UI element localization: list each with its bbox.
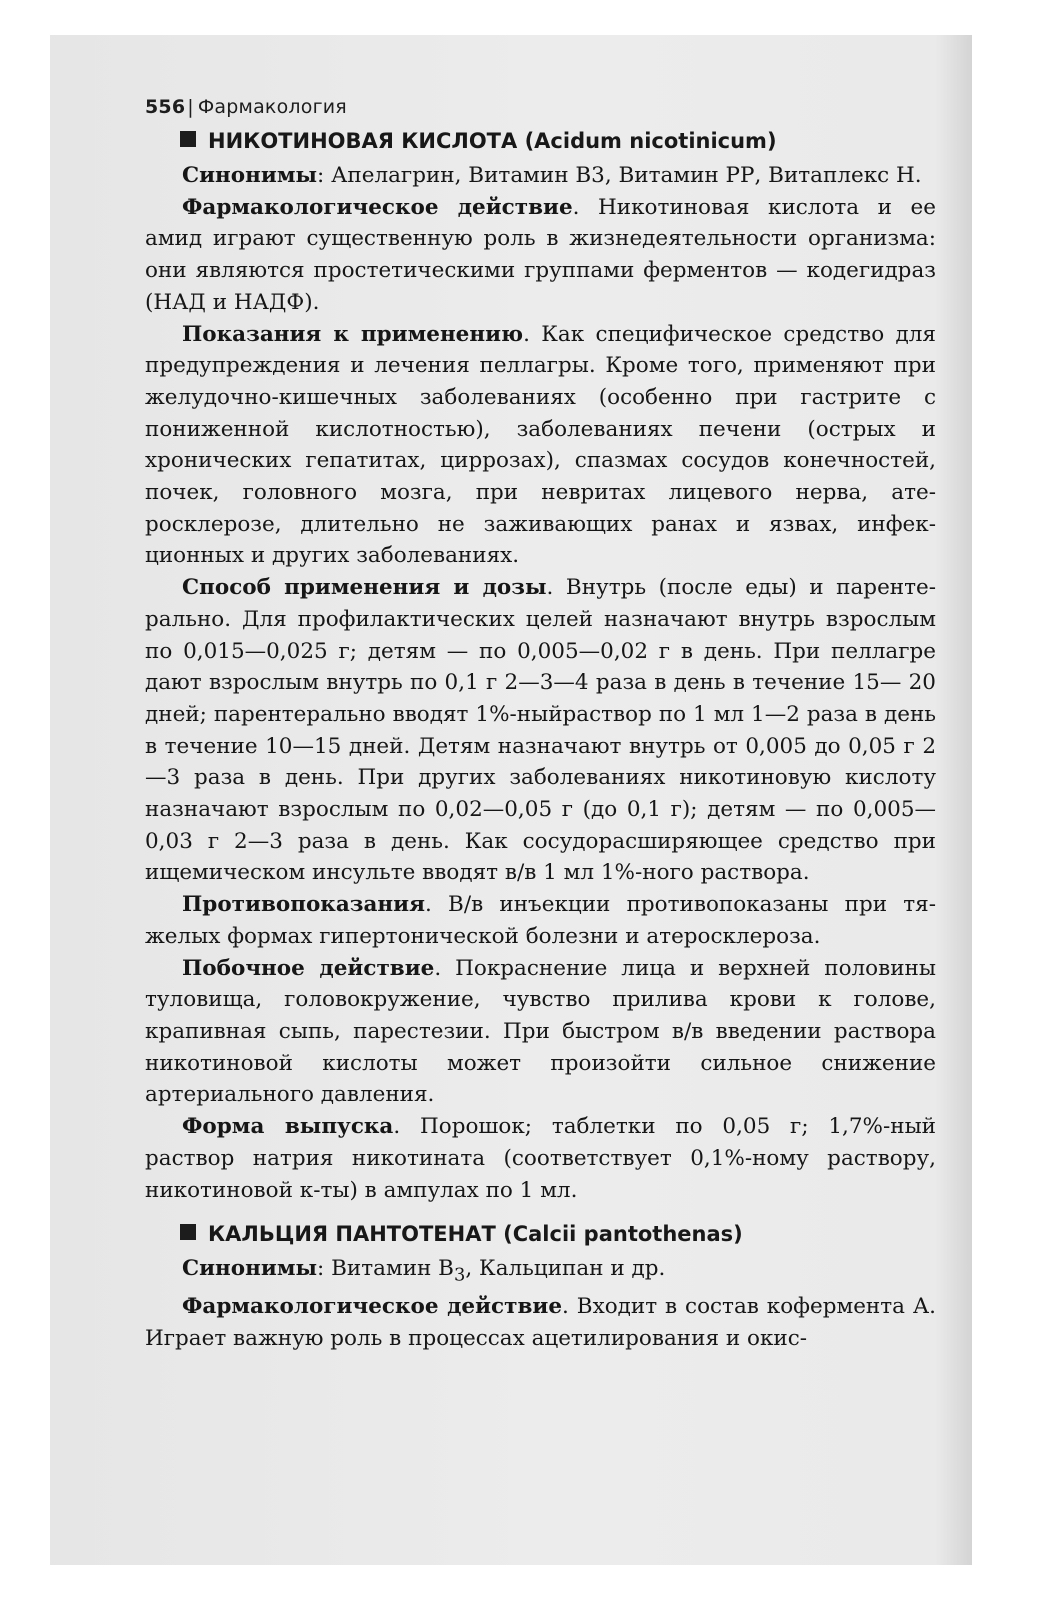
square-bullet-icon	[180, 131, 196, 147]
entry-heading-calcium-pantothenate	[145, 1215, 936, 1253]
paragraph-pharmacological-action: Фармакологическое действие. Никотиновая кислота и ее амид играют существенную роль в жизнедеятельности организма: они являются простетическими группами ферментов — кодегидраз (НАД и НАДФ).	[145, 194, 936, 315]
paragraph-text: В/в инъекции противопоказаны при тяжелых формах гипертонической болезни и атеросклероза.	[145, 892, 936, 949]
vitamin-subscript: 3	[453, 1264, 466, 1286]
paragraph-label: Форма выпуска	[182, 1114, 394, 1140]
paragraph-text: Никотиновая кислота и ее амид играют существенную роль в жизнедеятельности организма: они являются простетическими группами ферментов — кодегидраз (НАД и НАДФ).	[145, 194, 936, 315]
paragraph-label: Фармакологическое действие	[182, 194, 573, 220]
paragraph-synonyms: Синонимы: Витамин $В_3$, Кальципан и др.	[182, 1256, 666, 1286]
paragraph-label: Синонимы	[182, 1256, 318, 1282]
paragraph-label: Способ применения и дозы	[182, 575, 547, 601]
paragraph-side-effects: Побочное действие. Покраснение лица и верхней половины туловища, головокружение, чувство прилива крови к голове, крапивная сыпь, парестезии. При быстром в/в введении раствора никотиновой кислоты может произойти сильное снижение артериального давления.	[145, 955, 936, 1108]
paragraph-label: Побочное действие	[182, 955, 435, 981]
entry-heading-nicotinic-acid	[145, 122, 936, 160]
scanned-page-background	[50, 35, 972, 1565]
paragraph-text: Покраснение лица и верхней половины туловища, головокружение, чувство прилива крови к голове, крапивная сыпь, парестезии. При быстром в/в введении раствора никотиновой кислоты может произойти сильное снижение артериального давления.	[145, 955, 936, 1108]
paragraph-text-before-subscript: Витамин В	[331, 1256, 454, 1282]
paragraph-text: Апелагрин, Витамин В3, Витамин РР, Витаплекс Н.	[331, 163, 922, 188]
book-page	[145, 93, 936, 1355]
entry-title: НИКОТИНОВАЯ КИСЛОТА	[208, 129, 518, 153]
entry-title: КАЛЬЦИЯ ПАНТОТЕНАТ	[208, 1222, 496, 1247]
paragraph-text-after-subscript: , Кальципан и др.	[465, 1256, 666, 1282]
entry-spacer	[145, 1206, 936, 1214]
running-head	[145, 93, 936, 121]
paragraph-label: Фармакологическое действие	[182, 1294, 563, 1320]
paragraph-contraindications: Противопоказания. В/в инъекции противопоказаны при тяжелых формах гипертонической болезни и атеросклероза.	[145, 892, 936, 949]
paragraph-pharmacological-action: Фармакологическое действие. Входит в состав кофермента А. Играет важную роль в процессах ацетилирования и окис-	[145, 1294, 936, 1351]
paragraph-label: Противопоказания	[182, 892, 425, 918]
page-number: 556	[145, 96, 186, 118]
paragraph-dosage: Способ применения и дозы. Внутрь (после еды) и парентерально. Для профилактических целей назначают внутрь взрослым по 0,015—0,025 г; детям — по 0,005—0,02 г в день. При пеллагре дают взрослым внутрь по 0,1 г 2—3—4 раза в день в течение 15— 20 дней; парентерально вводят 1%-ныйраствор по 1 мл 1—2 раза в день в течение 10—15 дней. Детям назначают внутрь от 0,005 до 0,05 г 2—3 раза в день. При других заболеваниях никотиновую кислоту назначают взрослым по 0,02—0,05 г (до 0,1 г); детям — по 0,005—0,03 г 2—3 раза в день. Как сосудорасширяющее средство при ищемическом инсульте вводят в/в 1 мл 1%-ного раствора.	[145, 575, 937, 886]
entry-latin-name: (Acidum nicotinicum)	[524, 129, 777, 153]
paragraph-indications: Показания к применению. Как специфическое средство для предупреждения и лечения пеллагры. Кроме того, применяют при желудочно-кишечных заболеваниях (особенно при гастрите с пониженной кислотностью), заболеваниях печени (острых и хронических гепатитах, циррозах), спазмах сосудов конечностей, почек, головного мозга, при невритах лицевого нерва, атеросклерозе, длительно не заживающих ранах и язвах, инфекционных и других заболеваниях.	[145, 321, 936, 569]
paragraph-label: Показания к применению	[182, 321, 524, 347]
paragraph-release-form: Форма выпуска. Порошок; таблетки по 0,05 г; 1,7%-ный раствор натрия никотината (соответствует 0,1%-ному раствору, никотиновой к-ты) в ампулах по 1 мл.	[145, 1114, 937, 1203]
paragraph-label: Синонимы	[182, 163, 318, 188]
running-head-section: Фармакология	[197, 96, 347, 118]
paragraph-text: Как специфическое средство для предупреждения и лечения пеллагры. Кроме того, применяют при желудочно-кишечных заболеваниях (особенно при гастрите с пониженной кислотностью), заболеваниях печени (острых и хронических гепатитах, циррозах), спазмах сосудов конечностей, почек, головного мозга, при невритах лицевого нерва, атеросклерозе, длительно не заживающих ранах и язвах, инфекционных и других заболеваниях.	[145, 321, 936, 569]
paragraph-text: Порошок; таблетки по 0,05 г; 1,7%-ный раствор натрия никотината (соответствует 0,1%-ному раствору, никотиновой к-ты) в ампулах по 1 мл.	[145, 1114, 937, 1203]
paragraph-text: Входит в состав кофермента А. Играет важную роль в процессах ацетилирования и окис-	[145, 1294, 936, 1351]
running-head-separator: |	[187, 96, 194, 118]
paragraph-text: Внутрь (после еды) и парентерально. Для профилактических целей назначают внутрь взрослым по 0,015—0,025 г; детям — по 0,005—0,02 г в день. При пеллагре дают взрослым внутрь по 0,1 г 2—3—4 раза в день в течение 15— 20 дней; парентерально вводят 1%-ныйраствор по 1 мл 1—2 раза в день в течение 10—15 дней. Детям назначают внутрь от 0,005 до 0,05 г 2—3 раза в день. При других заболеваниях никотиновую кислоту назначают взрослым по 0,02—0,05 г (до 0,1 г); детям — по 0,005—0,03 г 2—3 раза в день. Как сосудорасширяющее средство при ищемическом инсульте вводят в/в 1 мл 1%-ного раствора.	[145, 575, 937, 886]
square-bullet-icon	[180, 1224, 196, 1240]
entry-latin-name: (Calcii pantothenas)	[503, 1222, 743, 1247]
paragraph-synonyms: Синонимы: Апелагрин, Витамин В3, Витамин РР, Витаплекс Н.	[182, 163, 922, 188]
